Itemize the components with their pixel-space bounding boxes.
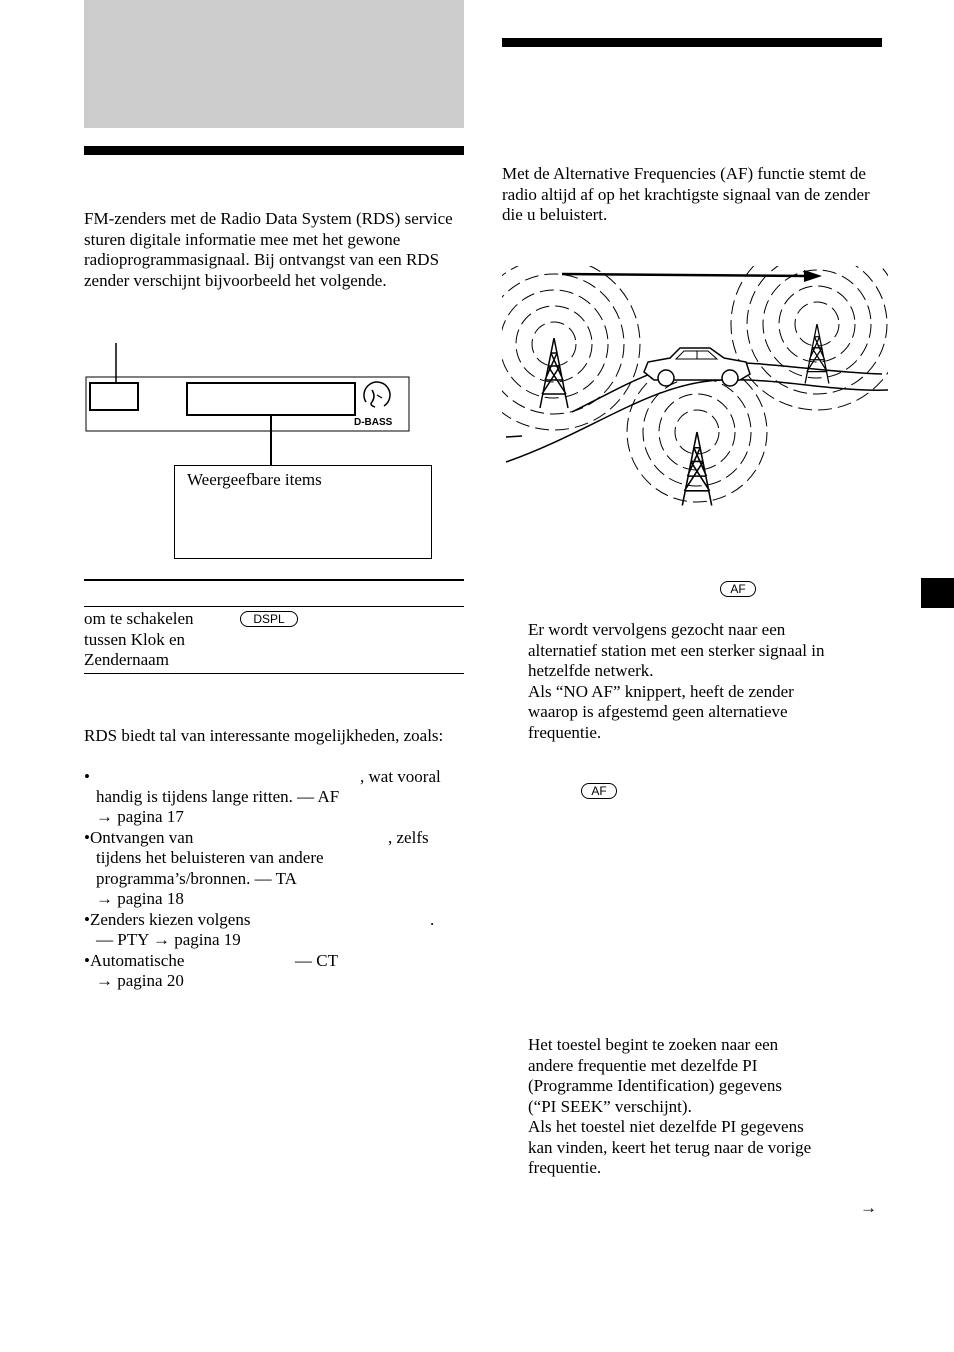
- af-intro-paragraph: Met de Alternative Frequencies (AF) functie stemt de radio altijd af op het krachtigste signaal van de zender die u beluistert.: [502, 164, 870, 224]
- section-header-block: [84, 0, 464, 128]
- page-ref-af: → pagina 17: [96, 807, 184, 826]
- af-button-step2[interactable]: AF: [581, 783, 617, 799]
- callout-leader-items: [270, 416, 272, 466]
- callout-text: Weergeefbare items: [187, 470, 322, 489]
- section-rule: [84, 146, 464, 155]
- list-item-line: programma’s/bronnen. — TA: [96, 869, 297, 888]
- dbass-label: D-BASS: [354, 417, 393, 428]
- af-button[interactable]: AF: [720, 581, 756, 597]
- signal-waves-left: [502, 262, 640, 430]
- direction-arrow: [562, 274, 807, 276]
- display-illustration: [84, 340, 414, 440]
- chapter-thumb-tab: [921, 578, 954, 608]
- display-clock-segment: [90, 383, 138, 410]
- table-row-label: om te schakelen tussen Klok en Zendernaam: [84, 609, 194, 669]
- road-edge-lower: [506, 380, 888, 462]
- signal-waves-right: [731, 262, 888, 410]
- step1-description: Er wordt vervolgens gezocht naar een alternatief station met een sterker signaal in hetzelfde netwerk. Als “NO AF” knippert, heeft de zender waarop is afgestemd geen alternatieve frequentie.: [528, 620, 825, 742]
- step3-description: Het toestel begint te zoeken naar een andere frequentie met dezelfde PI (Programme Identification) gegevens (“PI SEEK” verschijnt). Als het toestel niet dezelfde PI gegevens kan vinden, keert het terug naar de vorige frequentie.: [528, 1035, 812, 1177]
- section-rule-right: [502, 38, 882, 47]
- table-bottom-rule: [84, 673, 464, 674]
- list-item-line: handig is tijdens lange ritten. — AF: [96, 787, 340, 806]
- continue-arrow-icon: →: [860, 1198, 877, 1217]
- table-header-rule: [84, 606, 464, 607]
- page-ref-pty: — PTY → pagina 19: [96, 930, 241, 949]
- list-item-line: tijdens het beluisteren van andere: [96, 848, 324, 867]
- car-icon: [644, 348, 750, 386]
- page-ref-ta: → pagina 18: [96, 889, 184, 908]
- services-intro: RDS biedt tal van interessante mogelijkheden, zoals:: [84, 726, 444, 745]
- transmitter-tower-icon: [805, 324, 829, 384]
- table-top-rule: [84, 579, 464, 581]
- page-ref-ct: → pagina 20: [96, 971, 184, 990]
- rds-intro-paragraph: FM-zenders met de Radio Data System (RDS) service sturen digitale informatie mee met het gewone radioprogrammasignaal. Bij ontvangst van een RDS zender verschijnt bijvoorbeeld het volgende.: [84, 209, 453, 290]
- af-coverage-illustration: [502, 262, 888, 512]
- display-name-segment: [187, 383, 355, 415]
- dspl-button[interactable]: DSPL: [240, 611, 298, 627]
- callout-box: [174, 465, 432, 559]
- dbass-icon: [364, 382, 390, 407]
